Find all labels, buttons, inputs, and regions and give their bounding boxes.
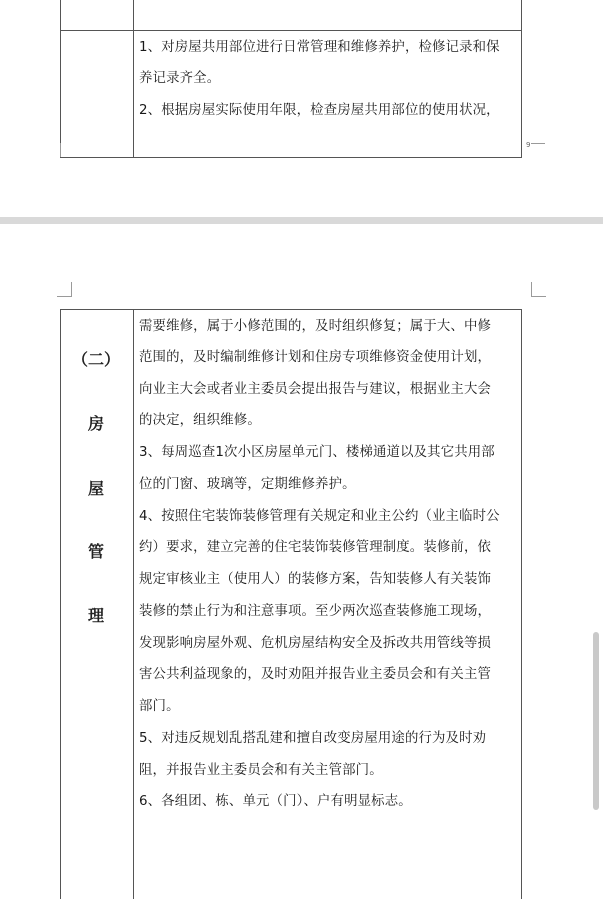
page2-line: 害公共利益现象的，及时劝阻并报告业主委员会和有关主管 <box>139 667 492 682</box>
table-border-middle <box>133 0 134 157</box>
table-border-top <box>60 309 522 310</box>
section-title-char: 房 <box>87 414 104 433</box>
section-title-char: 管 <box>87 542 104 561</box>
page2-line: 阻，并报告业主委员会和有关主管部门。 <box>139 763 383 778</box>
table-border-right <box>521 309 522 899</box>
page2-line: 位的门窗、玻璃等，定期维修养护。 <box>139 477 356 492</box>
scrollbar-thumb[interactable] <box>593 632 599 810</box>
page2-line: 6、各组团、栋、单元（门）、户有明显标志。 <box>139 794 412 809</box>
page2-line: 约）要求，建立完善的住宅装饰装修管理制度。装修前，依 <box>139 540 492 555</box>
page1-line-1: 1、对房屋共用部位进行日常管理和维修养护，检修记录和保 <box>139 40 500 55</box>
page-corner-mark <box>531 143 545 158</box>
page2-line: 3、每周巡查1次小区房屋单元门、楼梯通道以及其它共用部 <box>139 445 495 460</box>
table-row-divider <box>60 30 522 31</box>
page2-line: 向业主大会或者业主委员会提出报告与建议，根据业主大会 <box>139 382 492 397</box>
section-title-char: 屋 <box>87 479 104 498</box>
table-border-left <box>60 0 61 157</box>
page-corner-mark <box>531 282 546 297</box>
page-corner-mark <box>60 143 73 157</box>
section-title-char: 理 <box>87 606 104 625</box>
page2-line: 4、按照住宅装饰装修管理有关规定和业主公约（业主临时公 <box>139 509 500 524</box>
page-number: 9 <box>526 141 531 149</box>
page2-line: 需要维修，属于小修范围的，及时组织修复；属于大、中修 <box>139 319 492 334</box>
table-border-right <box>521 0 522 157</box>
page2-line: 发现影响房屋外观、危机房屋结构安全及拆改共用管线等损 <box>139 636 492 651</box>
page2-line: 5、对违反规划乱搭乱建和擅自改变房屋用途的行为及时劝 <box>139 731 487 746</box>
page2-line: 的决定，组织维修。 <box>139 413 261 428</box>
page-separator <box>0 217 603 224</box>
page1-line-2: 养记录齐全。 <box>139 71 221 86</box>
page2-line: 规定审核业主（使用人）的装修方案，告知装修人有关装饰 <box>139 572 492 587</box>
table-border-bottom <box>60 157 522 158</box>
table-border-middle <box>133 309 134 899</box>
page-corner-mark <box>57 282 72 297</box>
page2-line: 部门。 <box>139 699 180 714</box>
section-number-label: （二） <box>71 350 120 369</box>
page1-line-3: 2、根据房屋实际使用年限，检查房屋共用部位的使用状况， <box>139 103 500 118</box>
table-border-left <box>60 309 61 899</box>
page2-line: 装修的禁止行为和注意事项。至少两次巡查装修施工现场， <box>139 604 492 619</box>
page2-line: 范围的，及时编制维修计划和住房专项维修资金使用计划， <box>139 350 492 365</box>
